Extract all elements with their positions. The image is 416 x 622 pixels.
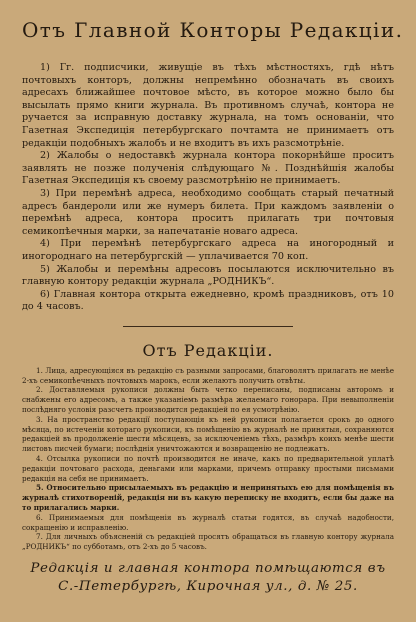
editorial-notice-2: 2. Доставляемыя рукописи должны быть четко переписаны, подписаны авторомъ и снабжены его адресомъ, а также указаніемъ размѣра желаемаго гонорара. При невыполненіи послѣдняго условія разсчетъ производится редакціей по ея усмотрѣнію.: [22, 385, 394, 415]
notice-2: 2) Жалобы о недоставкѣ журнала контора покорнѣйше проситъ заявлять не позже полученія слѣдующаго №. Позднѣйшія жалобы Газетная Экспедиція къ своему разсмотрѣнію не принимаетъ.: [22, 150, 394, 187]
footer-address: Редакція и главная контора помѣщаются въ С.-Петербургѣ, Кирочная ул., д. № 25.: [30, 561, 386, 595]
editorial-notice-5: 5. Относительно присылаемыхъ въ редакцію и непринятыхъ ею для помѣщенія въ журналѣ стихотвореній, редакція ни въ какую переписку не входитъ, если бы даже на то прилагались марки.: [22, 483, 394, 513]
editorial-notice-4: 4. Отсылка рукописи по почтѣ производится не иначе, какъ по предварительной уплатѣ редакціи почтоваго расхода, деньгами или марками, причемъ отправку простыми письмами редакція на себя не принимаетъ.: [22, 454, 394, 483]
editorial-notice-7: 7. Для личныхъ объясненій съ редакціей просятъ обращаться въ главную контору журнала „РОДНИКЪ“ по субботамъ, отъ 2-хъ до 5 часовъ.: [22, 532, 394, 552]
notice-1: 1) Гг. подписчики, живущіе въ тѣхъ мѣстностяхъ, гдѣ нѣтъ почтовыхъ конторъ, должны непремѣнно обозначать въ своихъ адресахъ ближайшее почтовое мѣсто, въ которое можно было бы высылать прямо книги журнала. Въ противномъ случаѣ, контора не ручается за исправную доставку журнала, на томъ основаніи, что Газетная Экспедиція петербургскаго почтамта не принимаетъ отъ редакціи подобныхъ жалобъ и не входитъ въ ихъ разсмотрѣніе.: [22, 62, 394, 149]
editorial-notice-3: 3. На пространство редакції поступающія къ ней рукописи полагается срокъ до одного мѣсяца, по истеченіи котораго рукописи, къ помѣщенію въ журналѣ не принятыя, сохраняются редакціей въ продолженіе шести мѣсяцевъ, за исключеніемъ тѣхъ, размѣръ коихъ менѣе шести листовъ писчей бумаги; послѣднія уничтожаются и возвращенію не подлежатъ.: [22, 414, 394, 454]
section-title: Отъ Редакціи.: [142, 340, 274, 360]
office-notices: [22, 62, 394, 314]
notice-4: 4) При перемѣнѣ петербургскаго адреса на иногородный и иногороднаго на петербургскій — уплачивается 70 коп.: [22, 238, 394, 262]
notice-3: 3) При перемѣнѣ адреса, необходимо сообщать старый печатный адресъ бандероли или же нумеръ билета. При каждомъ заявленіи о перемѣнѣ адреса, контора проситъ прилагать три почтовыя семикопѣечныя марки, за напечатаніе новаго адреса.: [22, 187, 394, 237]
editorial-notice-1: 1. Лица, адресующіяся въ редакцію съ разными запросами, благоволятъ прилагать не менѣе 2-хъ семикопѣечныхъ почтовыхъ марокъ, если желаютъ получить отвѣты.: [22, 365, 394, 385]
notice-5: 5) Жалобы и перемѣны адресовъ посылаются исключительно въ главную контору редакціи журнала „РОДНИКЪ“.: [22, 263, 394, 288]
section-divider: [123, 326, 293, 327]
notice-6: 6) Главная контора открыта ежедневно, кромѣ праздниковъ, отъ 10 до 4 часовъ.: [22, 288, 394, 313]
editorial-notices: [22, 366, 394, 552]
page-title: Отъ Главной Конторы Редакціи.: [22, 18, 404, 42]
editorial-notice-6: 6. Принимаемыя для помѣщенія въ журналѣ статьи годятся, въ случаѣ надобности, сокращенію и исправленію.: [22, 512, 394, 532]
